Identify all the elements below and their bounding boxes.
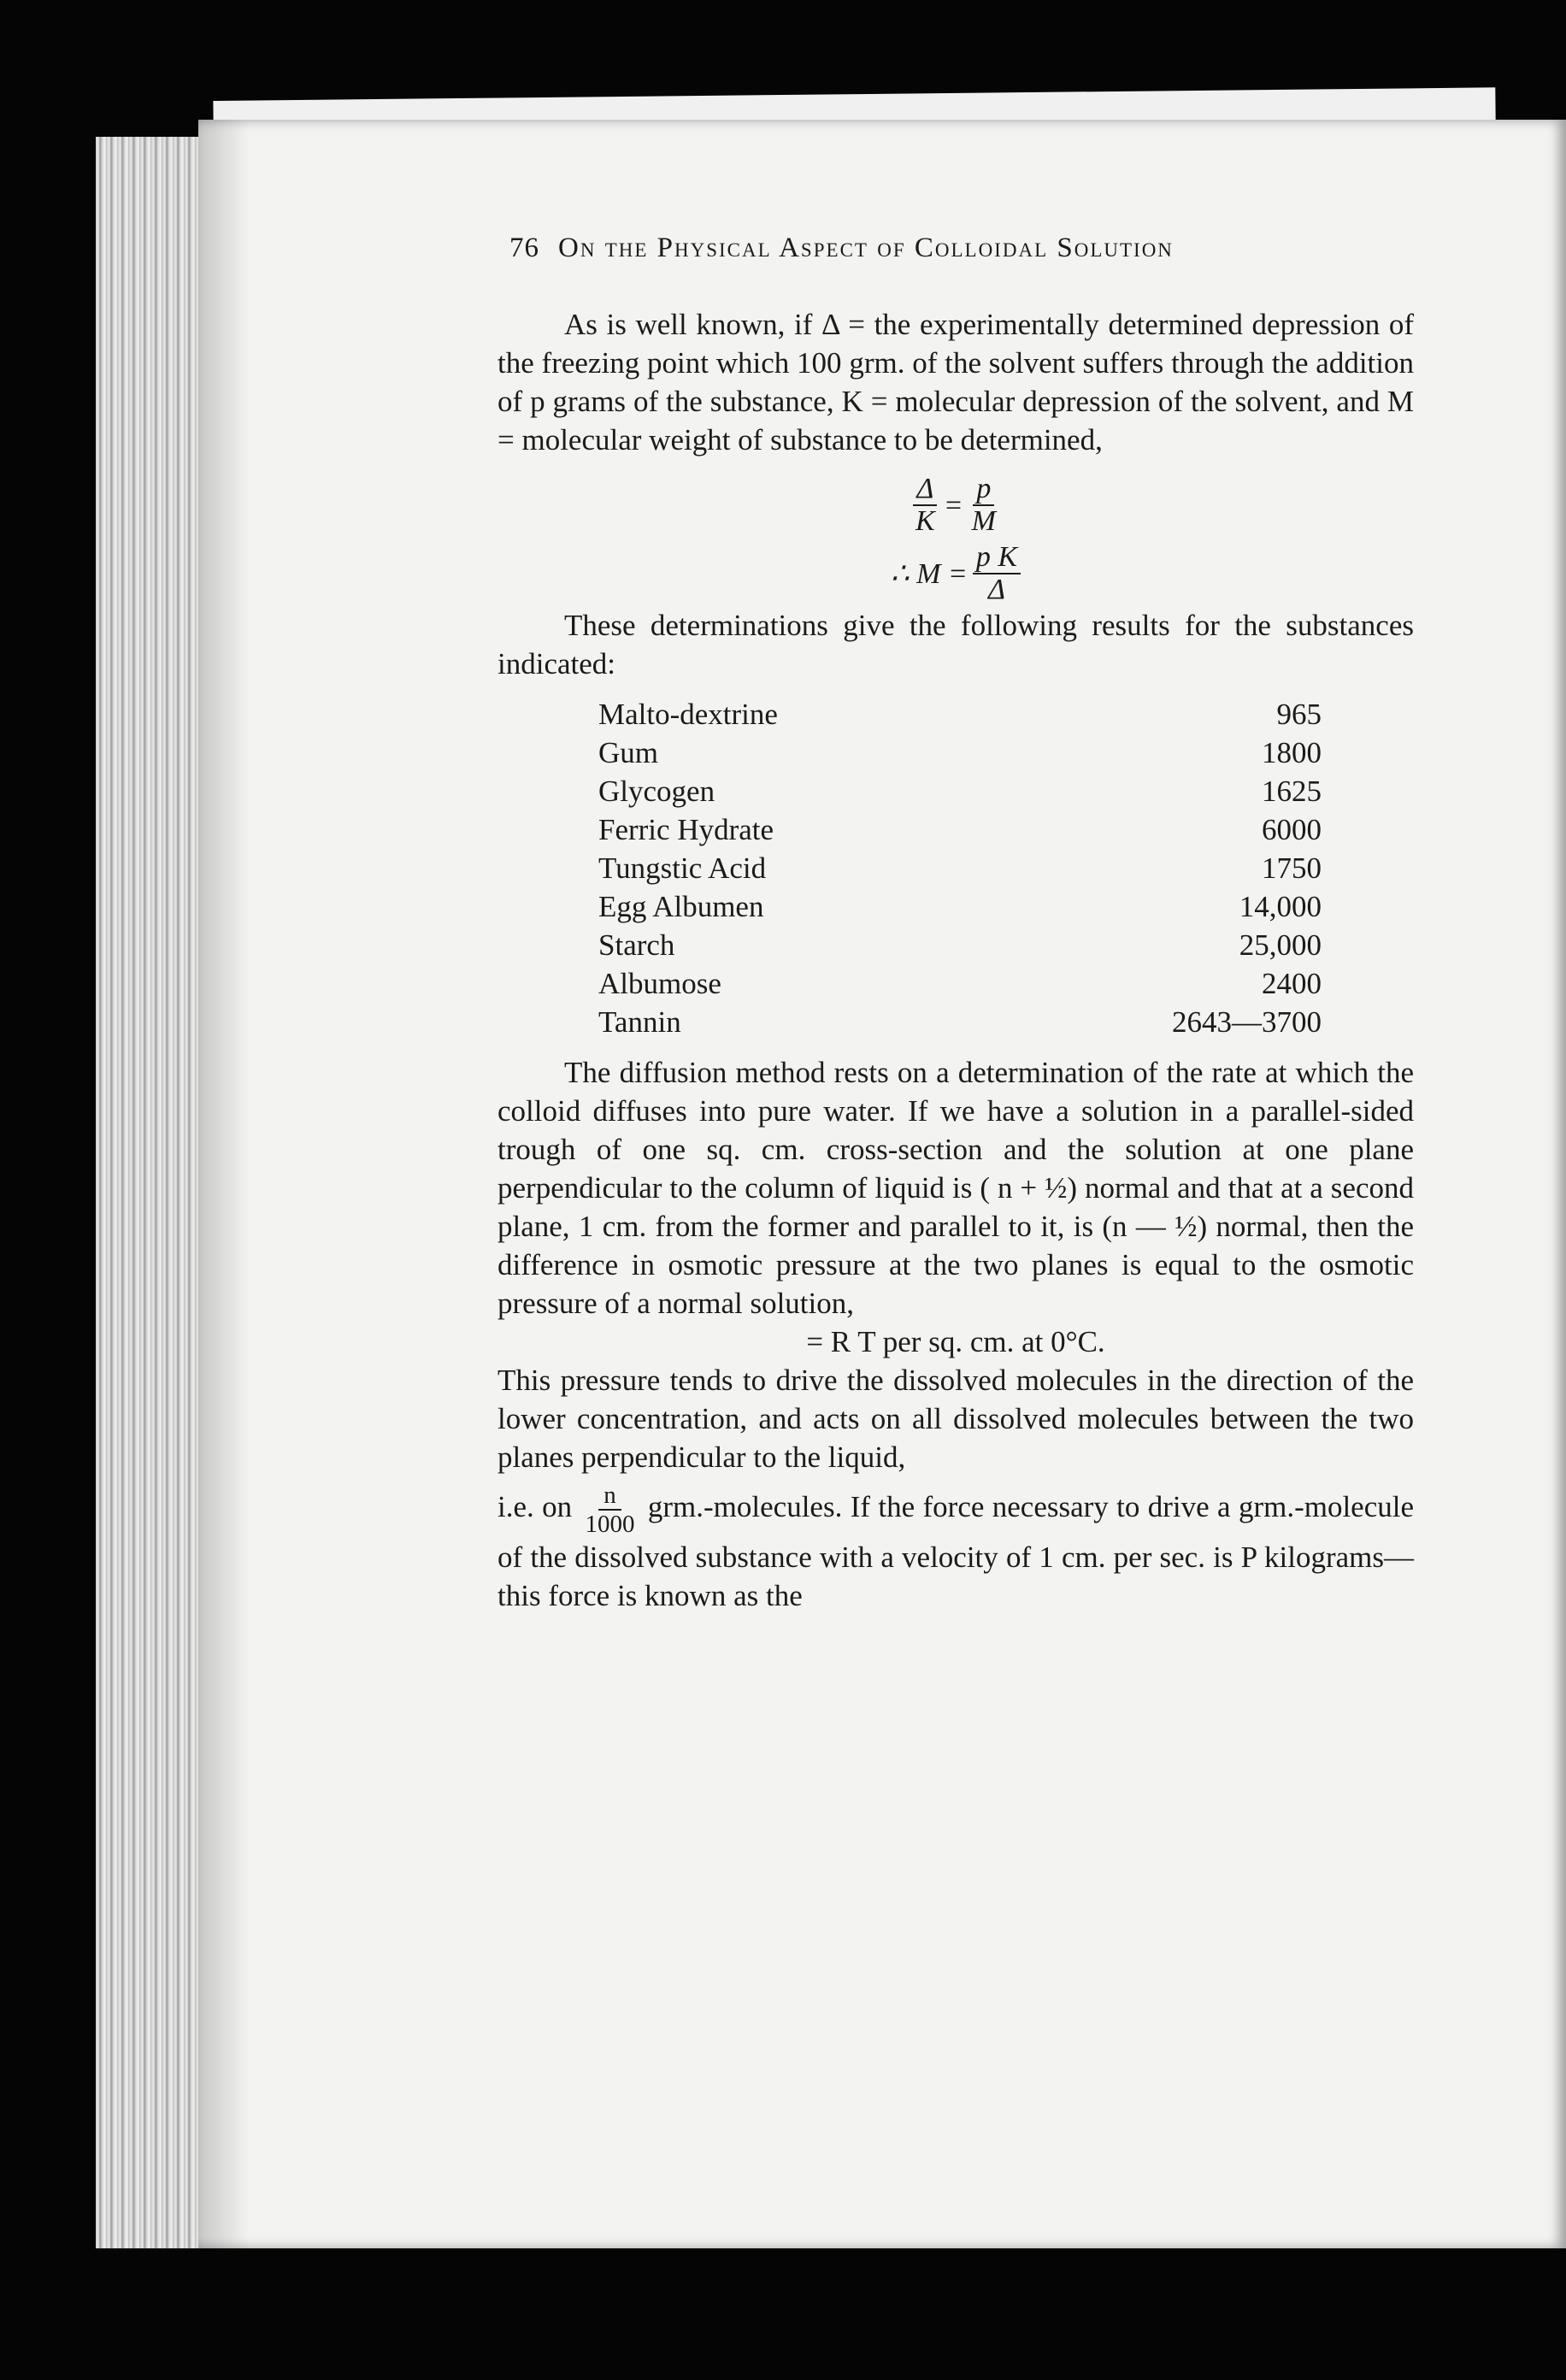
fraction-denominator: M (971, 505, 996, 537)
table-row (598, 1003, 1322, 1041)
dot-leader (790, 772, 1160, 810)
fraction-numerator: n (598, 1482, 621, 1511)
fraction-numerator: p K (973, 542, 1021, 574)
molecular-weight-value: 1750 (1262, 851, 1322, 885)
equals-sign: = (943, 489, 963, 521)
molecular-weight-value: 1625 (1262, 775, 1322, 808)
table-row (598, 733, 1322, 772)
table-row (598, 772, 1322, 810)
substance-name: Egg Albumen (598, 890, 764, 923)
table-row (598, 887, 1322, 926)
paragraph-5 (497, 1482, 1414, 1615)
dot-leader (790, 849, 1160, 887)
molecular-weight-value: 1800 (1262, 736, 1322, 769)
molecular-weight-value: 2643—3700 (1172, 1005, 1322, 1039)
substance-name: Starch (598, 928, 675, 962)
fraction-denominator: 1000 (585, 1511, 635, 1538)
dot-leader (790, 887, 1160, 926)
substance-name: Malto-dextrine (598, 698, 778, 731)
dot-leader (790, 964, 1160, 1003)
dot-leader (790, 695, 1160, 733)
fraction-pk-over-delta (973, 542, 1021, 605)
dot-leader (790, 733, 1160, 772)
page-number: 76 (509, 233, 539, 263)
fraction-p-over-m (968, 474, 999, 537)
fraction-n-over-1000 (586, 1482, 635, 1538)
book-page-edges (96, 137, 207, 2248)
paragraph-5-text: grm.-molecules. If the force necessary to drive a grm.-molecule of the dissolved substance with a velocity of 1 cm. per sec. is P kilograms—this force is known as the (497, 1490, 1415, 1612)
molecular-weight-value: 25,000 (1239, 928, 1322, 962)
fraction-numerator: p (973, 474, 994, 506)
running-title: On the Physical Aspect of Colloidal Solution (558, 233, 1174, 263)
equation-3: = R T per sq. cm. at 0°C. (806, 1325, 1105, 1358)
table-row (598, 926, 1322, 964)
fraction-numerator: Δ (913, 474, 937, 506)
molecular-weight-value: 6000 (1262, 813, 1322, 846)
running-header (509, 229, 1414, 268)
substance-name: Ferric Hydrate (598, 813, 774, 846)
paragraph-3: The diffusion method rests on a determination of the rate at which the colloid diffuses into pure water. If we have a solution in a parallel-sided trough of one sq. cm. cross-section and the solution at one plane perpendicular to the column of liquid is ( n + ½) normal and that at a second plane, 1 cm. from the former and parallel to it, is (n — ½) normal, then the difference in osmotic pressure at the two planes is equal to the osmotic pressure of a normal solution, (497, 1056, 1414, 1320)
results-table (598, 695, 1322, 1041)
substance-name: Tannin (598, 1005, 681, 1039)
substance-name: Albumose (598, 967, 721, 1000)
table-row (598, 849, 1322, 887)
equation-1 (497, 469, 1414, 541)
substance-name: Gum (598, 736, 658, 769)
dot-leader (790, 810, 1160, 849)
gutter-shadow (198, 120, 250, 2248)
paragraph-5-prefix: i.e. on (497, 1490, 573, 1524)
table-row (598, 695, 1322, 733)
table-row (598, 964, 1322, 1003)
table-row (598, 810, 1322, 849)
fraction-delta-over-k (912, 474, 939, 537)
dot-leader (790, 1003, 1160, 1041)
fraction-denominator: Δ (987, 574, 1005, 605)
paragraph-2: These determinations give the following results for the substances indicated: (497, 609, 1414, 680)
page-text (497, 229, 1414, 1615)
molecular-weight-value: 2400 (1262, 967, 1322, 1000)
fraction-denominator: K (915, 505, 935, 537)
paragraph-4: This pressure tends to drive the dissolved molecules in the direction of the lower concentration, and acts on all dissolved molecules between the two planes perpendicular to the liquid, (497, 1364, 1414, 1474)
equation-prefix: ∴ M = (890, 557, 968, 590)
substance-name: Glycogen (598, 775, 715, 808)
molecular-weight-value: 14,000 (1239, 890, 1322, 923)
equation-2 (497, 541, 1414, 606)
molecular-weight-value: 965 (1276, 698, 1322, 731)
substance-name: Tungstic Acid (598, 851, 767, 885)
dot-leader (790, 926, 1160, 964)
paragraph-1: As is well known, if Δ = the experimentally determined depression of the freezing point which 100 grm. of the solvent suffers through the addition of p grams of the substance, K = molecular depression of the solvent, and M = molecular weight of substance to be determined, (497, 308, 1414, 457)
